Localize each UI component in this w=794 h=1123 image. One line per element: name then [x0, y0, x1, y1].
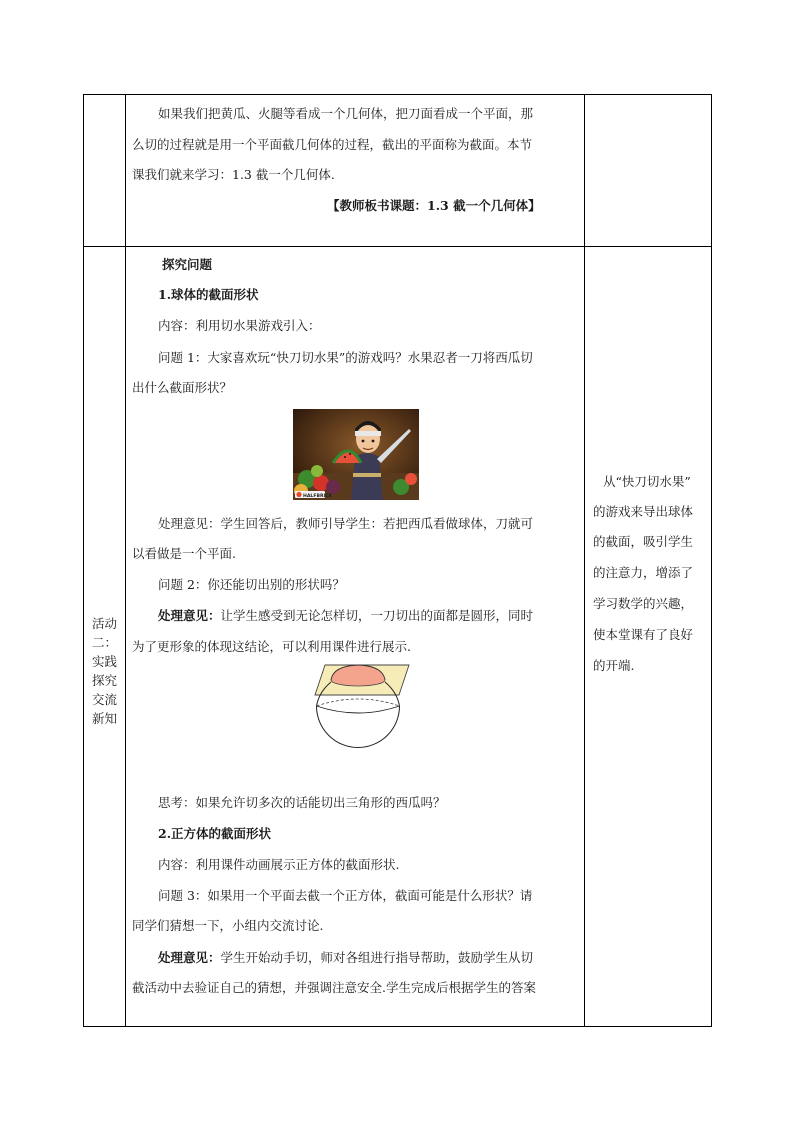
section1-title: 1.球体的截面形状 — [158, 287, 259, 302]
sphere-section-diagram — [303, 662, 413, 772]
fruit-ninja-illustration — [293, 409, 419, 500]
row-divider — [84, 246, 711, 247]
handling-1-line-1: 处理意见：学生回答后，教师引导学生：若把西瓜看做球体，刀就可 — [158, 516, 534, 531]
design-note-line-1: 从“快刀切水果” — [603, 474, 691, 489]
design-note-line-4: 的注意力，增添了 — [593, 565, 694, 580]
question-1-line-2: 出什么截面形状？ — [132, 380, 233, 395]
explore-heading: 探究问题 — [162, 257, 213, 272]
question-3-line-2: 同学们猜想一下，小组内交流讨论. — [132, 918, 324, 933]
design-note-line-2: 的游戏来导出球体 — [593, 504, 694, 519]
content-2: 内容：利用课件动画展示正方体的截面形状. — [158, 857, 400, 872]
section2-title: 2.正方体的截面形状 — [158, 826, 272, 841]
lesson-table — [83, 94, 712, 1027]
question-2: 问题 2：你还能切出别的形状吗？ — [158, 577, 345, 592]
content-1: 内容：利用切水果游戏引入： — [158, 318, 321, 333]
design-note-line-7: 的开端. — [593, 658, 635, 673]
question-3-line-1: 问题 3：如果用一个平面去截一个正方体，截面可能是什么形状？请 — [158, 888, 533, 903]
design-note-line-3: 的截面，吸引学生 — [593, 534, 694, 549]
sphere-plane-figure — [303, 662, 413, 772]
handling-1-line-2: 以看做是一个平面. — [132, 546, 236, 561]
fruit-ninja-image — [293, 409, 419, 500]
design-note-line-5: 学习数学的兴趣， — [593, 596, 694, 611]
intro-line-2: 么切的过程就是用一个平面截几何体的过程，截出的平面称为截面。本节 — [132, 137, 533, 152]
column-divider-2 — [584, 95, 585, 1026]
activity-label: 活动 二： 实践 探究 交流 新知 — [91, 616, 117, 726]
design-note-line-6: 使本堂课有了良好 — [593, 627, 694, 642]
handling-3-line-2: 截活动中去验证自己的猜想，并强调注意安全.学生完成后根据学生的答案 — [132, 980, 536, 995]
board-title: 【教师板书课题：1.3 截一个几何体】 — [327, 198, 541, 213]
handling-2-line-2: 为了更形象的体现这结论，可以利用课件进行展示. — [132, 639, 411, 654]
question-1-line-1: 问题 1：大家喜欢玩“快刀切水果”的游戏吗？水果忍者一刀将西瓜切 — [158, 350, 533, 365]
intro-line-3: 课我们就来学习：1.3 截一个几何体. — [132, 167, 335, 182]
think-question: 思考：如果允许切多次的话能切出三角形的西瓜吗？ — [158, 795, 446, 810]
handling-3-line-1: 处理意见：学生开始动手切，师对各组进行指导帮助，鼓励学生从切 — [158, 950, 534, 965]
column-divider-1 — [125, 95, 126, 1026]
handling-2-line-1: 处理意见：让学生感受到无论怎样切，一刀切出的面都是圆形，同时 — [158, 608, 534, 623]
intro-line-1: 如果我们把黄瓜、火腿等看成一个几何体，把刀面看成一个平面，那 — [158, 106, 534, 121]
halfbrick-logo-text: HALFBRICK — [303, 494, 333, 499]
